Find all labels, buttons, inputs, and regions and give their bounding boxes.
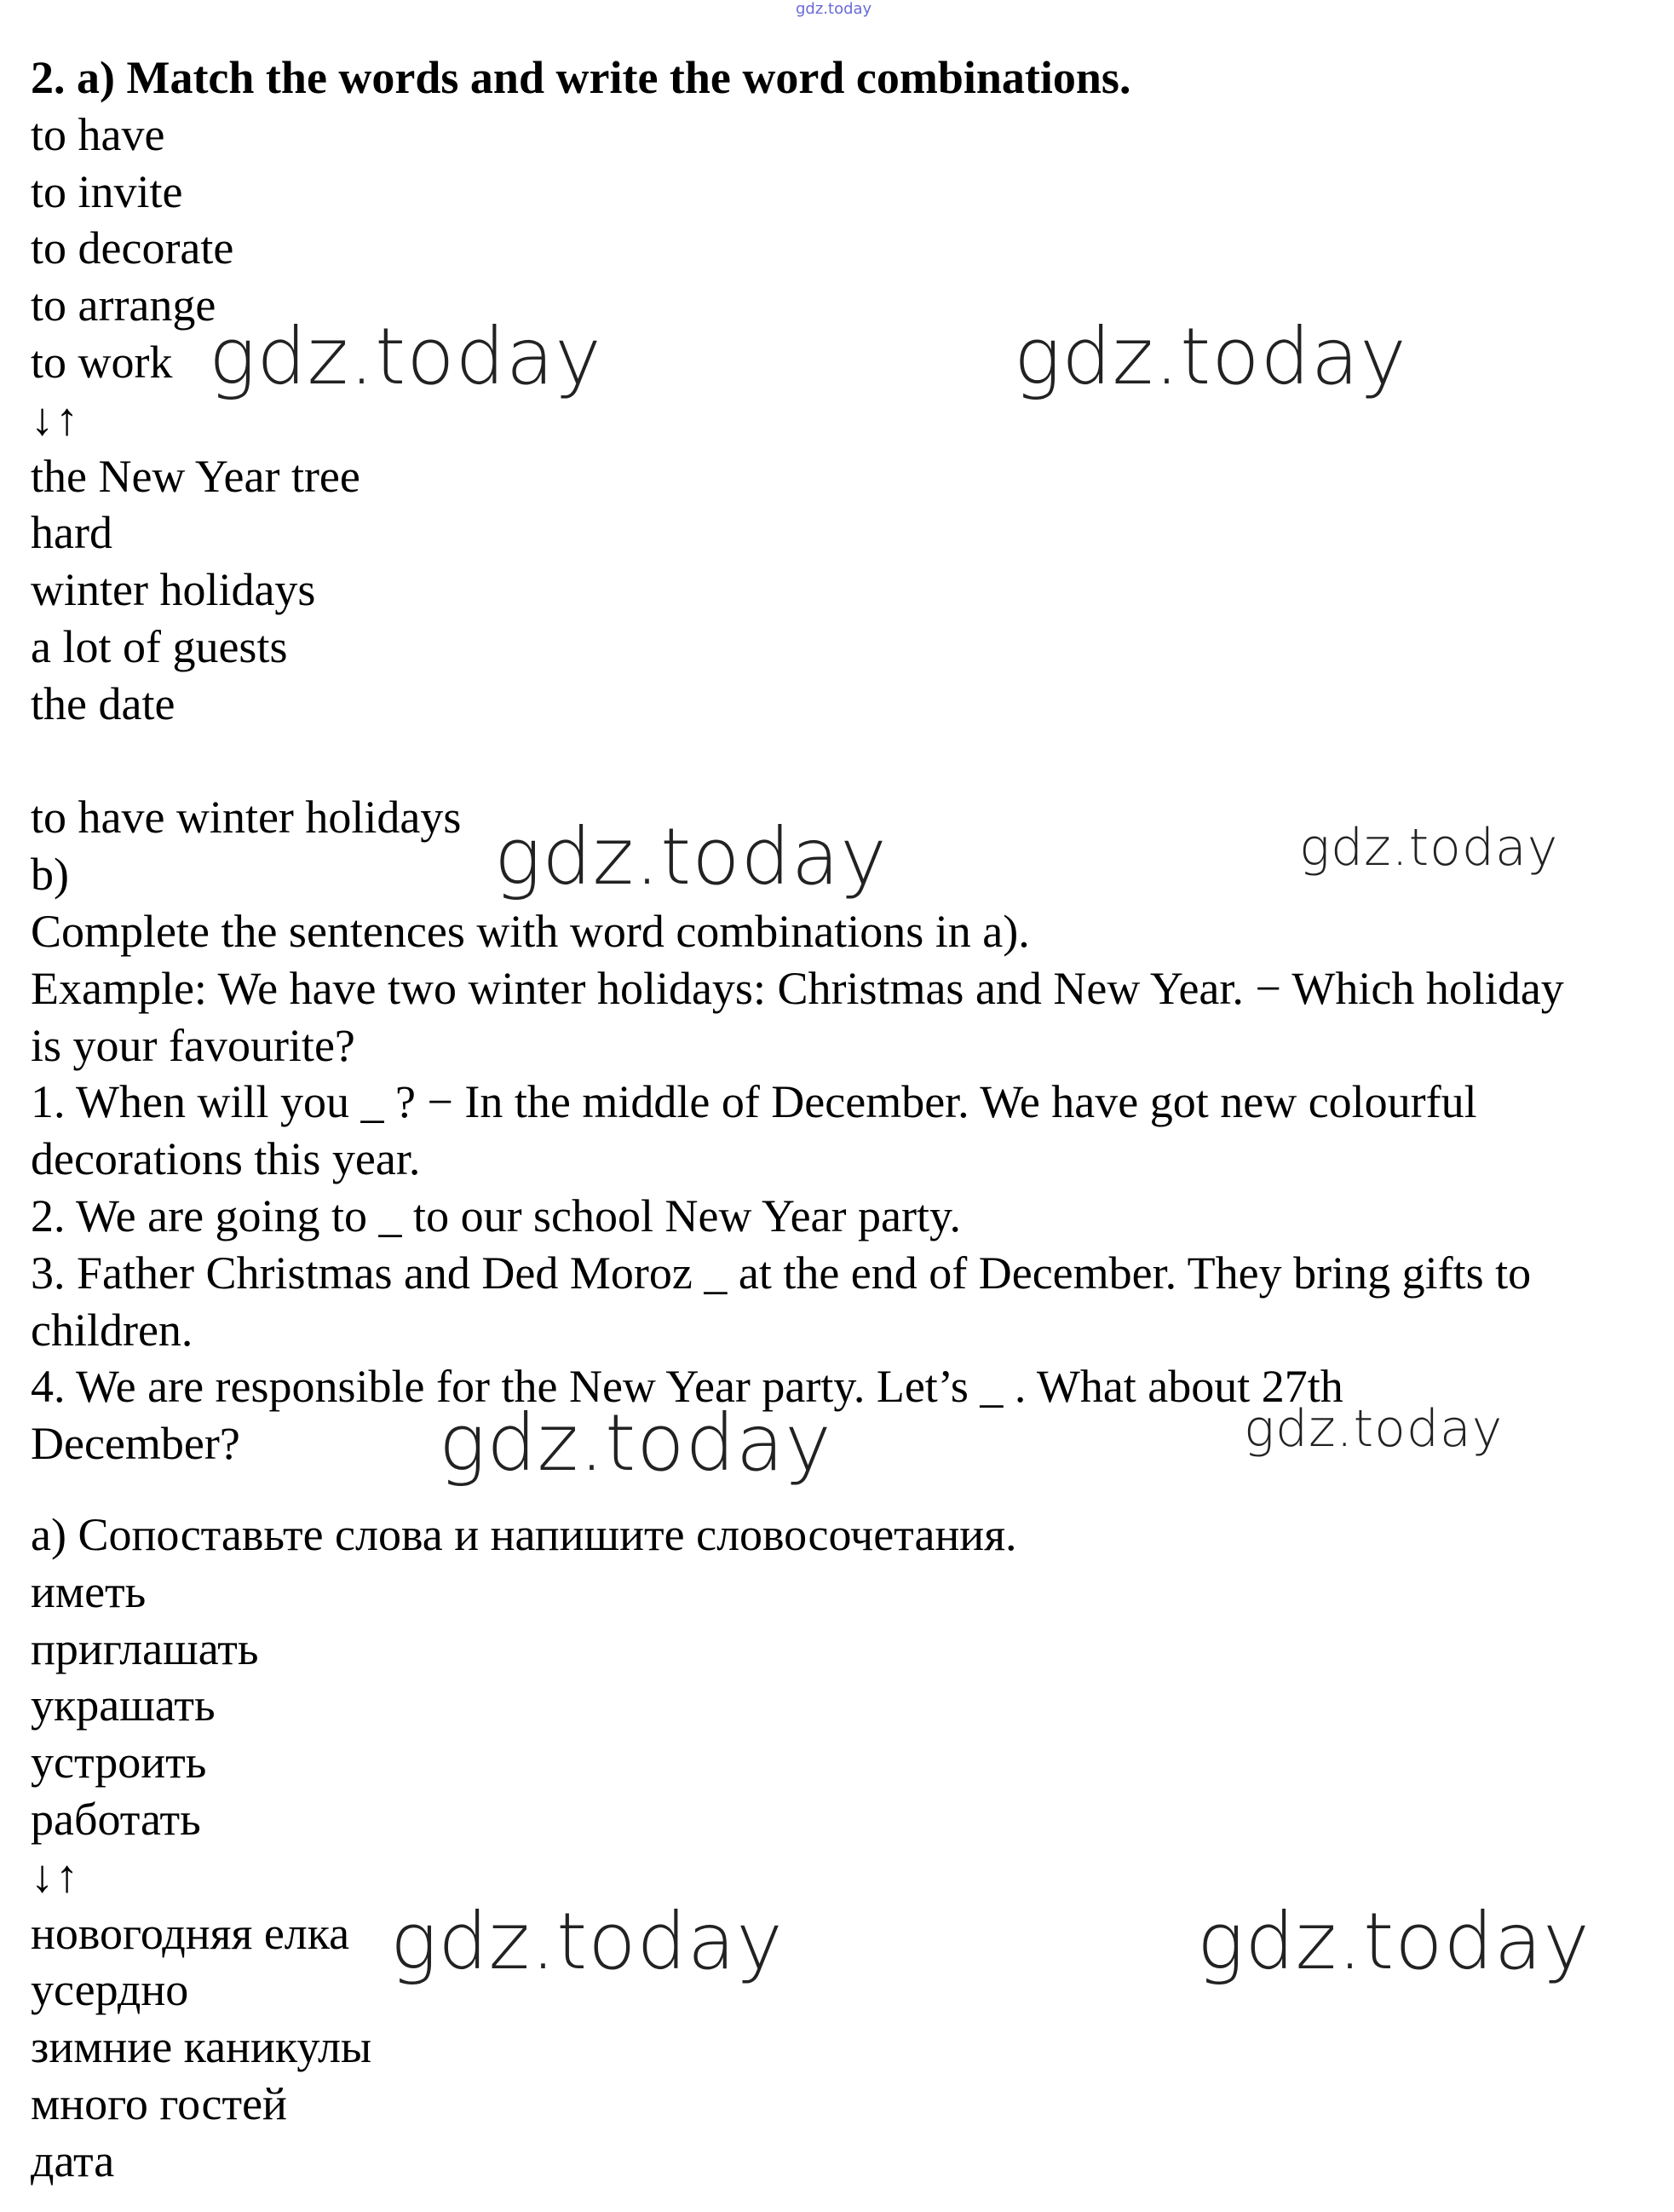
part-b-instruction: Complete the sentences with word combinations in a). [31,905,1030,957]
watermark: gdz.today [494,811,888,902]
part-b-example: Example: We have two winter holidays: Christmas and New Year. − Which holiday is your favourite? [31,962,1564,1071]
top-watermark: gdz.today [796,0,872,18]
translation-left-word: приглашать [31,1622,259,1674]
left-word: to have [31,108,165,160]
translation-left-list [31,1564,1649,1848]
left-word: to invite [31,165,183,217]
exercise-heading: 2. a) Match the words and write the word combinations. [31,52,1131,103]
translation-right-word: зимние каникулы [31,2021,372,2073]
sentence-item: 3. Father Christmas and Ded Moroz _ at the end of December. They bring gifts to children. [31,1247,1532,1356]
watermark: gdz.today [439,1397,832,1489]
spacer [31,1472,1649,1506]
translation-arrows-icon: ↓↑ [31,1850,80,1902]
watermark: gdz.today [390,1896,784,1987]
match-arrows-icon: ↓↑ [31,393,80,445]
right-word: hard [31,507,112,559]
translation-left-word: украшать [31,1679,216,1731]
watermark: gdz.today [1197,1896,1591,1987]
translation-left-word: устроить [31,1737,207,1789]
translation-left-word: работать [31,1793,201,1845]
translation-right-word: новогодняя елка [31,1907,350,1959]
spacer [31,733,1649,790]
sentence-item: 4. We are responsible for the New Year party. Let’s _ . What about 27th December? [31,1361,1343,1470]
translation-right-word: много гостей [31,2077,287,2129]
right-word: a lot of guests [31,620,288,672]
sentence-item: 1. When will you _ ? − In the middle of December. We have got new colourful decorations this year. [31,1076,1477,1185]
translation-right-word: усердно [31,1964,189,2016]
watermark: gdz.today [209,311,602,402]
left-word: to work [31,336,173,388]
left-word: to decorate [31,222,234,274]
answer-example: to have winter holidays [31,792,462,844]
watermark: gdz.today [1014,311,1407,402]
translation-left-word: иметь [31,1565,147,1617]
translation-right-word: дата [31,2134,115,2186]
left-word: to arrange [31,279,216,331]
right-word: winter holidays [31,564,316,616]
watermark: gdz.today [1244,1399,1504,1459]
right-word-list [31,448,1649,733]
part-b-label: b) [31,849,69,901]
sentence-item: 2. We are going to _ to our school New Year party. [31,1190,961,1241]
translation-heading: а) Сопоставьте слова и напишите словосочетания. [31,1508,1017,1560]
right-word: the date [31,677,175,729]
right-word: the New Year tree [31,450,360,502]
watermark: gdz.today [1299,818,1559,878]
